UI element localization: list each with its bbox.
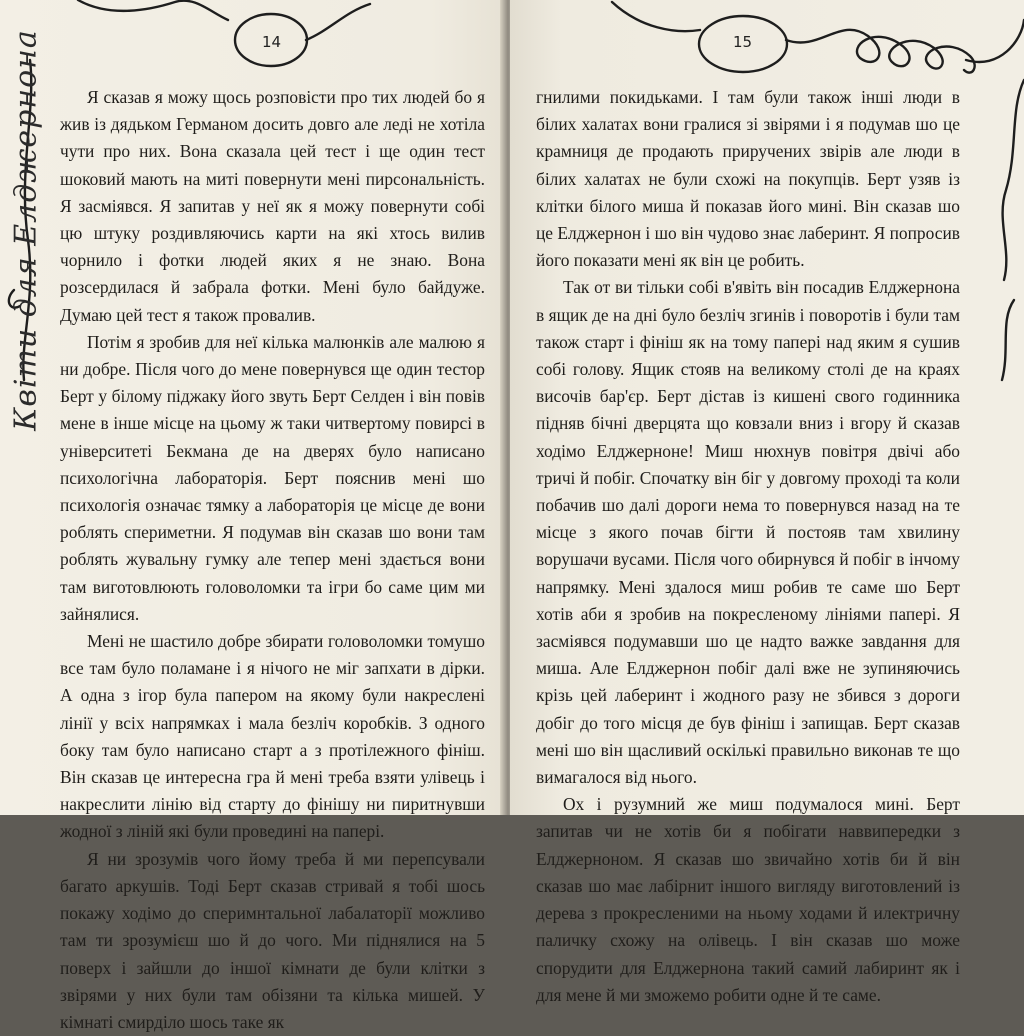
right-page-text <box>536 84 960 1009</box>
right-paragraph-continuation: гнилими покидьками. І там були також інші люди в білих халатах вони гралися зі звірями і я подумав шо це крамниця де продають приручених звірів але люди в білих халатах не були схожі на покупців. Берт узяв із клітки білого миша й показав його мині. Він сказав шо це Елджернон і шо він чудово знає лаберинт. Я попросив його показати мені як він це робить. <box>536 87 960 271</box>
left-paragraph-3: Мені не шастило добре збирати головоломки томушо все там було поламане і я нічого не міг запхати в дірки. А одна з ігор була папером на якому були накреслені лінії у всіх напрямках і мала безліч коробків. З одного боку там було написано старт а з протілежного фініш. Він сказав це интересна гра й мені треба взяти улівець і накреслити лінію від старту до фінішу ни пиритнувши жодної з ліній які були проведині на папері. <box>60 631 485 842</box>
left-page-number: 14 <box>262 33 282 51</box>
left-paragraph-2: Потім я зробив для неї кілька малюнків але малюю я ни добре. Після чого до мене повернувся ще один тестор Берт у білому піджаку його звуть Берт Селден і він повів мене в інше місце на цьому ж таки читвертому повирсі в університеті Бекмана де на дверях було написано психологічна лабораторія. Берт пояснив мені шо психологія означає тямку а лабораторія це місце де вони роблять спериметни. Я подумав він сказав шо вони там роблять жувальну гумку але тепер мені здається вони там виготовлюють головоломки та ігри бо саме цим ми зайнялися. <box>60 331 485 624</box>
left-page-text <box>60 84 485 1036</box>
left-paragraph-4: Я ни зрозумів чого йому треба й ми перепсували багато аркушів. Тоді Берт сказав стривай я тобі шось покажу ходімо до сперимнтальної лабалаторії можливо там ти зрозумієш шо й до чого. Ми піднялися на 5 поверх і зайшли до іншої кімнати де були клітки з звірями у них були там обізяни та кілька мишей. У кімнаті смирділо шось таке як <box>60 848 485 1032</box>
right-paragraph-2: Ох і рузумний же миш подумалося мині. Берт запитав чи не хотів би я побігати наввипередки з Елджерноном. Я сказав шо звичайно хотів би й він сказав шо має лабірнит іншого вигляду виготовлений із дерева з прокресленими на ньому ходами й илектричну паличку схожу на олівець. І він сказав шо може спорудити для Елджернона такий самий лабиринт як і для мене й ми зможемо робити одне й те саме. <box>536 794 960 1005</box>
right-page-number: 15 <box>733 33 753 51</box>
running-title-vertical: Квіти для Елджернона <box>8 29 44 431</box>
right-paragraph-1: Так от ви тільки собі в'явіть він посадив Елджернона в ящик де на дні було безліч згинів і поворотів і були там також старт і фініш як на тому папері над яким я сушив собі голову. Ящик стояв на великому столі де на краях височів бар'єр. Берт дістав із кишені свого годинника підняв бічні дверцята що ковзали вниз і вгору й сказав ходімо Елджерноне! Миш нюхнув повітря двічі або тричі й побіг. Спочатку він біг у довгому проході та коли побачив шо далі дороги нема то повернувся назад на те місце з якого почав бігти й постояв там хвилину ворушачи вусами. Після чого обирнувся й побіг в інчому напрямку. Мені здалося миш робив те саме шо Берт хотів аби я зробив на покресленому лініями папері. Я засміявся подумавши шо це надто важке завдання для миша. Але Елджернон побіг далі вже не зупиняючись крізь цей лаберинт і жодного разу не збився з дороги добіг до того місця де був фініш і запищав. Берт сказав мені шо він щасливий оскількі правильно виконав те що вимагалося від нього. <box>536 277 960 788</box>
left-page <box>0 0 506 1032</box>
left-paragraph-1: Я сказав я можу щось розповісти про тих людей бо я жив із дядьком Германом досить довго але леді не хотіла чути про них. Вона сказала цей тест і ще один тест шоковий мають на миті повернути мені пирсональність. Я засміявся. Я запитав у неї як я можу повернути собі цю штуку роздивляючись карти на які хтось вилив чорнило і фотки людей яких я не знаю. Вона розсердилася й забрала фотки. Мені було байдуже. Думаю цей тест я також провалив. <box>60 87 485 325</box>
